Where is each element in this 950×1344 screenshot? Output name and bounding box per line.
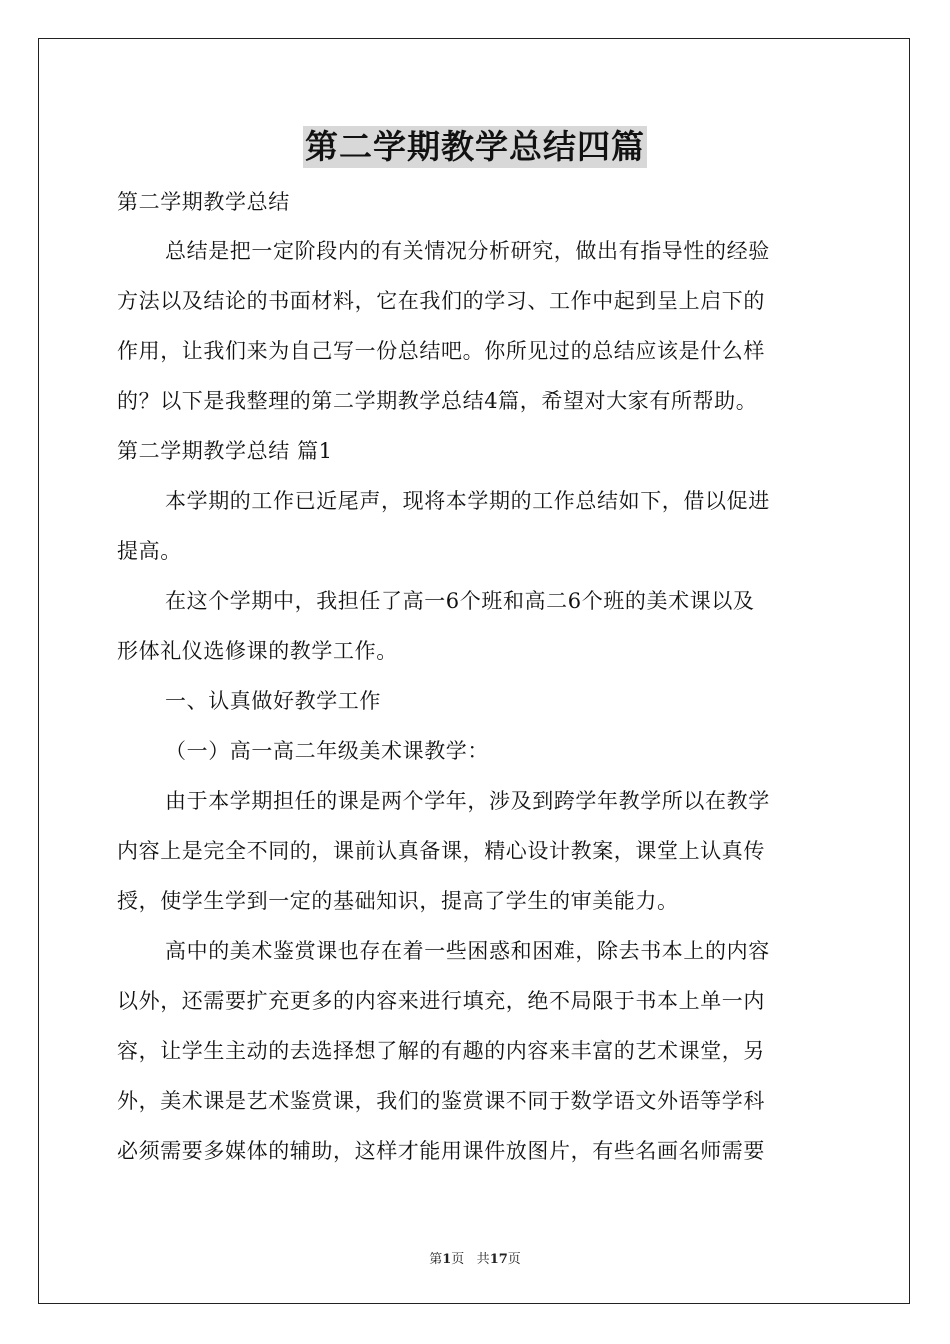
subheading-line: 一、认真做好教学工作	[165, 689, 381, 713]
paragraph-line: 形体礼仪选修课的教学工作。	[117, 639, 398, 663]
title-wrapper	[117, 126, 833, 168]
intro-line: 的？以下是我整理的第二学期教学总结4篇，希望对大家有所帮助。	[117, 389, 758, 413]
paragraph-line: 外，美术课是艺术鉴赏课，我们的鉴赏课不同于数学语文外语等学科	[117, 1089, 765, 1113]
total-suffix: 页	[507, 1252, 521, 1267]
total-prefix: 共	[476, 1252, 490, 1267]
paragraph-line: 容，让学生主动的去选择想了解的有趣的内容来丰富的艺术课堂，另	[117, 1039, 765, 1063]
document-title: 第二学期教学总结四篇	[305, 127, 645, 166]
paragraph-line: 高中的美术鉴赏课也存在着一些困惑和困难，除去书本上的内容	[165, 939, 770, 963]
paragraph-line: 在这个学期中，我担任了高一6个班和高二6个班的美术课以及	[165, 589, 755, 613]
page-number: 1	[442, 1252, 452, 1267]
intro-line: 作用，让我们来为自己写一份总结吧。你所见过的总结应该是什么样	[117, 339, 765, 363]
subheading-line: （一）高一高二年级美术课教学：	[165, 739, 489, 763]
paragraph-line: 提高。	[117, 539, 182, 563]
page-suffix: 页	[451, 1252, 465, 1267]
paragraph-line: 本学期的工作已近尾声，现将本学期的工作总结如下，借以促进	[165, 489, 770, 513]
total-pages: 17	[489, 1252, 508, 1267]
intro-line: 方法以及结论的书面材料，它在我们的学习、工作中起到呈上启下的	[117, 289, 765, 313]
document-body	[117, 126, 833, 1176]
section-heading: 第二学期教学总结 篇1	[117, 439, 333, 463]
intro-line: 总结是把一定阶段内的有关情况分析研究，做出有指导性的经验	[165, 239, 770, 263]
paragraph-line: 内容上是完全不同的，课前认真备课，精心设计教案，课堂上认真传	[117, 839, 765, 863]
paragraph-line: 以外，还需要扩充更多的内容来进行填充，绝不局限于书本上单一内	[117, 989, 765, 1013]
paragraph-line: 必须需要多媒体的辅助，这样才能用课件放图片，有些名画名师需要	[117, 1139, 765, 1163]
page-footer	[0, 1248, 950, 1267]
paragraph-line: 由于本学期担任的课是两个学年，涉及到跨学年教学所以在教学	[165, 789, 770, 813]
paragraph-line: 授，使学生学到一定的基础知识，提高了学生的审美能力。	[117, 889, 679, 913]
page-prefix: 第	[429, 1252, 443, 1267]
document-subtitle: 第二学期教学总结	[117, 190, 290, 214]
